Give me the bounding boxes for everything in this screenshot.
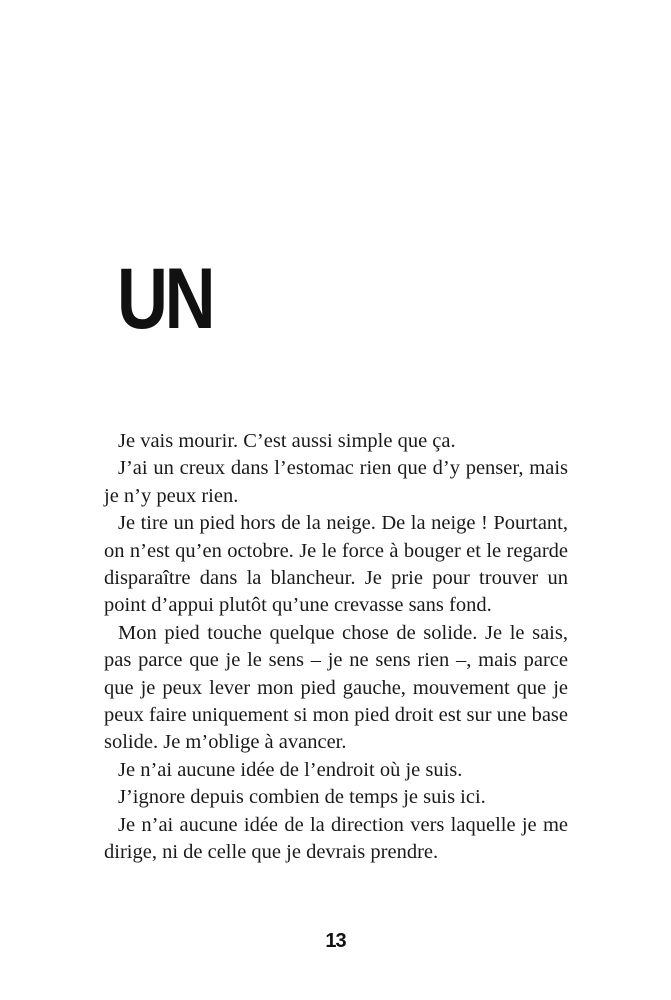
chapter-body xyxy=(104,428,568,867)
paragraph: Je vais mourir. C’est aussi simple que ça. xyxy=(118,430,456,452)
paragraph: J’ai un creux dans l’estomac rien que d’y penser, mais je n’y peux rien. xyxy=(104,457,568,507)
paragraph: Je n’ai aucune idée de la direction vers laquelle je me dirige, ni de celle que je devrais prendre. xyxy=(104,813,568,864)
paragraph: Je tire un pied hors de la neige. De la neige ! Pourtant, on n’est qu’en octobre. Je le force à bouger et le regarde disparaître dans la blancheur. Je prie pour trouver un point d’appui plutôt qu’une crevasse sans fond. xyxy=(104,512,568,617)
page-number: 13 xyxy=(325,930,346,952)
paragraph: Mon pied touche quelque chose de solide. Je le sais, pas parce que je le sens – je ne sens rien –, mais parce que je peux lever mon pied gauche, mouvement que je peux faire uniquement si mon pied droit est sur une base solide. Je m’oblige à avancer. xyxy=(104,621,568,754)
chapter-title: UN xyxy=(117,251,213,347)
paragraph: J’ignore depuis combien de temps je suis ici. xyxy=(118,786,486,809)
paragraph: Je n’ai aucune idée de l’endroit où je suis. xyxy=(118,758,463,781)
